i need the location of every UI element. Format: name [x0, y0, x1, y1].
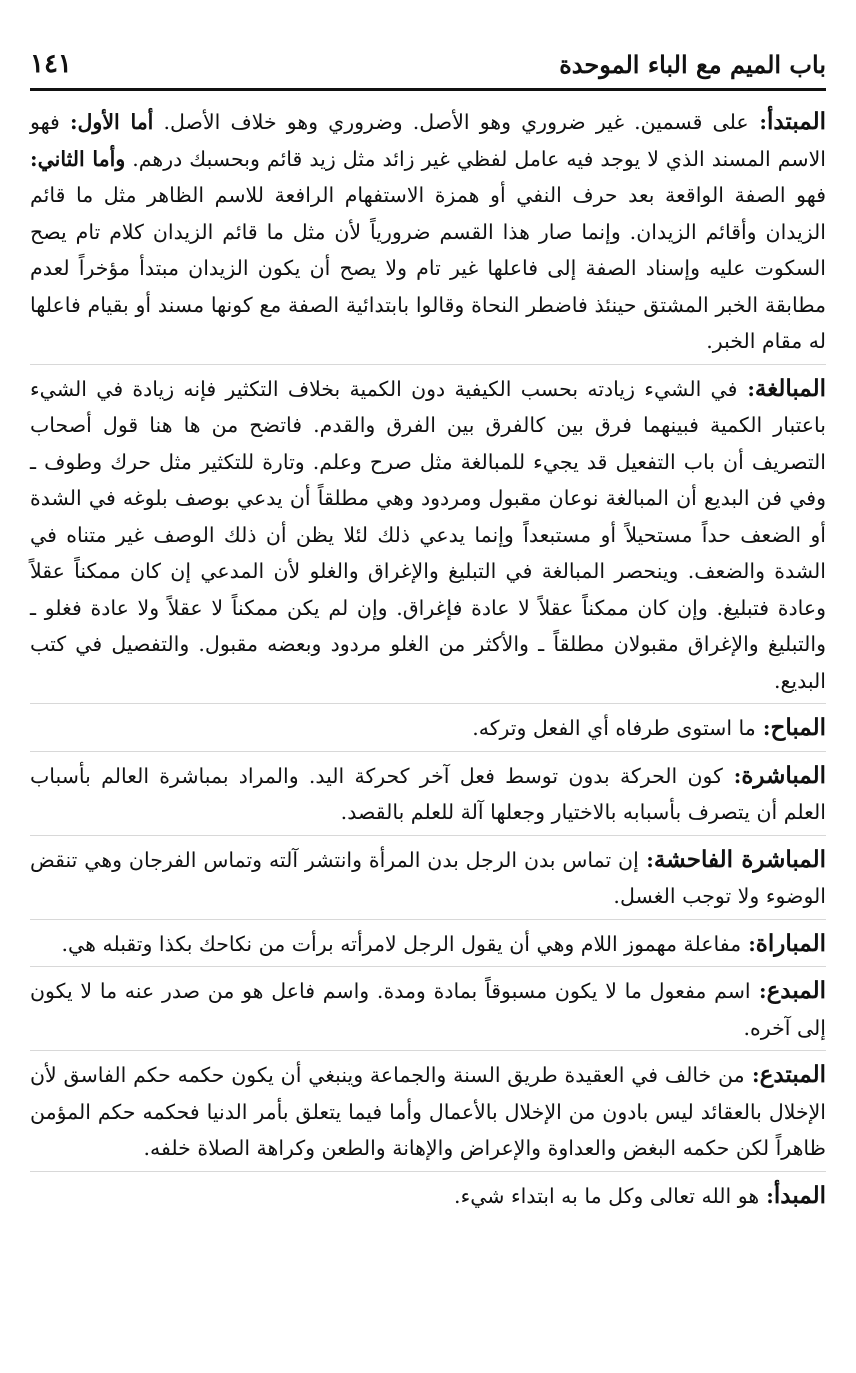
entry-term: المباشرة [741, 761, 826, 789]
entry-mubah: المباح: ما استوى طرفاه أي الفعل وتركه. [30, 710, 826, 752]
entry-term: المباح [770, 714, 826, 741]
entry-term: المبدأ [773, 1181, 826, 1209]
page-header [30, 40, 826, 91]
entry-mubashara-fahisha: المباشرة الفاحشة: إن تماس بدن الرجل بدن المرأة وانتشر آلته وتماس الفرجان وهي تنقض الوضوء ولا توجب الغسل. [30, 842, 826, 920]
entry-text: كون الحركة بدون توسط فعل آخر كحركة اليد. والمراد بمباشرة العالم بأسباب العلم أن يتصرف بأسبابه بالاختيار وجعلها آلة للعلم بالقصد. [30, 763, 826, 824]
entry-term: المباشرة الفاحشة [653, 845, 826, 873]
entry-text: ما استوى طرفاه أي الفعل وتركه. [472, 716, 756, 740]
entry-text: في الشيء زيادته بحسب الكيفية دون الكمية بخلاف التكثير فإنه زيادة في الشيء باعتبار الكمية فبينهما فرق بين كالفرق بين الفرق والقدم. فاتضح من ها هنا قول أصحاب التصريف أن باب التفعيل قد يجيء للمبالغة مثل صرح وعلم. وتارة للتكثير مثل حرك وطوف ـ وفي فن البديع أن المبالغة نوعان مقبول ومردود وهي مطلقاً أن يدعي بوصف بلوغه في الشدة أو الضعف حداً مستحيلاً أو مستبعداً وإنما يدعي ذلك لئلا يظن أن ذلك الوصف غير متناه في الشدة والضعف. وينحصر المبالغة في التبليغ والإغراق والغلو لأن المدعي إن كان ممكناً عقلاً وعادة فتبليغ. وإن كان ممكناً عقلاً لا عادة فإغراق. وإن لم يكن ممكناً لا عقلاً ولا عادة فغلو ـ والتبليغ والإغراق مقبولان مطلقاً ـ والأكثر من الغلو مردود وبعضه مقبول. والتفصيل في كتب البديع. [30, 376, 826, 693]
entry-subheading: أما الأول: [69, 110, 154, 134]
entry-mubtadi: المبتدع: من خالف في العقيدة طريق السنة والجماعة وينبغي أن يكون حكمه حكم الفاسق لأن الإخلال بالعقائد ليس بادون من الإخلال بالأعمال وأما فيما يتعلق بأمر الدنيا فحكمه حكم المؤمن ظاهراً لكن حكمه البغض والعداوة والإعراض والإهانة والطعن وكراهة الصلاة خلفه. [30, 1057, 826, 1172]
entry-text: مفاعلة مهموز اللام وهي أن يقول الرجل لامرأته برأت من نكاحك بكذا وتقبله هي. [61, 931, 742, 956]
entry-text: فهو الاسم المسند الذي لا يوجد فيه عامل لفظي غير زائد مثل زيد قائم وبحسبك درهم. [30, 110, 826, 171]
entry-mabda: المبدأ: هو الله تعالى وكل ما به ابتداء شيء. [454, 1181, 826, 1209]
entry-mubashara: المباشرة: كون الحركة بدون توسط فعل آخر كحركة اليد. والمراد بمباشرة العالم بأسباب العلم أن يتصرف بأسبابه بالاختيار وجعلها آلة للعلم بالقصد. [30, 758, 826, 836]
entry-term: المبتدأ [766, 108, 826, 135]
entry-text: اسم مفعول ما لا يكون مسبوقاً بمادة ومدة. واسم فاعل هو من صدر عنه ما لا يكون إلى آخره. [30, 979, 826, 1040]
entry-mubaraa: المباراة: مفاعلة مهموز اللام وهي أن يقول الرجل لامرأته برأت من نكاحك بكذا وتقبله هي. [30, 926, 826, 968]
entry-mubalagha: المبالغة: في الشيء زيادته بحسب الكيفية دون الكمية بخلاف التكثير فإنه زيادة في الشيء باعتبار الكمية فبينهما فرق بين كالفرق بين الفرق والقدم. فاتضح من ها هنا قول أصحاب التصريف أن باب التفعيل قد يجيء للمبالغة مثل صرح وعلم. وتارة للتكثير مثل حرك وطوف ـ وفي فن البديع أن المبالغة نوعان مقبول ومردود وهي مطلقاً أن يدعي بوصف بلوغه في الشدة أو الضعف حداً مستحيلاً أو مستبعداً وإنما يدعي ذلك لئلا يظن أن ذلك الوصف غير متناه في الشدة والضعف. وينحصر المبالغة في التبليغ والإغراق والغلو لأن المدعي إن كان ممكناً عقلاً وعادة فتبليغ. وإن كان ممكناً عقلاً لا عادة فإغراق. وإن لم يكن ممكناً لا عقلاً ولا عادة فغلو ـ والتبليغ والإغراق مقبولان مطلقاً ـ والأكثر من الغلو مردود وبعضه مقبول. والتفصيل في كتب البديع. [30, 371, 826, 705]
entry-text: إن تماس بدن الرجل بدن المرأة وانتشر آلته وتماس الفرجان وهي تنقض الوضوء ولا توجب الغسل. [30, 847, 826, 908]
entry-term: المباراة [755, 929, 826, 957]
entry-mubtada: المبتدأ: على قسمين. غير ضروري وهو الأصل. وضروري وهو خلاف الأصل. أما الأول: فهو الاسم المسند الذي لا يوجد فيه عامل لفظي غير زائد مثل زيد قائم وبحسبك درهم. وأما الثاني: فهو الصفة الواقعة بعد حرف النفي أو همزة الاستفهام الرافعة للاسم الظاهر مثل ما قائم الزيدان وأقائم الزيدان. وإنما صار هذا القسم ضرورياً لأن مثل ما قائم الزيدان كلام تام يصح السكوت عليه وإسناد الصفة إلى فاعلها غير تام ولا يصح أن يكون الزيدان مبتدأ مؤخراً لعدم مطابقة الخبر المشتق حينئذ فاضطر النحاة وقالوا بابتدائية الصفة مع كونها مسند أو بقيام فاعلها له مقام الخبر. [30, 104, 826, 365]
chapter-title: باب الميم مع الباء الموحدة [559, 49, 826, 79]
entry-term: المبدع [766, 977, 826, 1004]
entry-text: فهو الصفة الواقعة بعد حرف النفي أو همزة الاستفهام الرافعة للاسم الظاهر مثل ما قائم الزيدان وأقائم الزيدان. وإنما صار هذا القسم ضرورياً لأن مثل ما قائم الزيدان كلام تام يصح السكوت عليه وإسناد الصفة إلى فاعلها غير تام ولا يصح أن يكون الزيدان مبتدأ مؤخراً لعدم مطابقة الخبر المشتق حينئذ فاضطر النحاة وقالوا بابتدائية الصفة مع كونها مسند أو بقيام فاعلها له مقام الخبر. [30, 183, 826, 353]
entry-text: على قسمين. غير ضروري وهو الأصل. وضروري وهو خلاف الأصل. [153, 110, 749, 134]
entry-term: المبتدع [759, 1061, 826, 1088]
entry-term: المبالغة [754, 374, 826, 402]
entry-subheading: وأما الثاني: [30, 146, 126, 171]
entry-mubdi: المبدع: اسم مفعول ما لا يكون مسبوقاً بمادة ومدة. واسم فاعل هو من صدر عنه ما لا يكون إلى آخره. [30, 973, 826, 1051]
entry-text: هو الله تعالى وكل ما به ابتداء شيء. [454, 1183, 760, 1208]
entry-text: من خالف في العقيدة طريق السنة والجماعة وينبغي أن يكون حكمه حكم الفاسق لأن الإخلال بالعقائد ليس بادون من الإخلال بالأعمال وأما فيما يتعلق بأمر الدنيا فحكمه حكم المؤمن ظاهراً لكن حكمه البغض والعداوة والإعراض والإهانة والطعن وكراهة الصلاة خلفه. [30, 1063, 826, 1160]
page-content [30, 104, 826, 1224]
page-number: ١٤١ [30, 49, 72, 79]
